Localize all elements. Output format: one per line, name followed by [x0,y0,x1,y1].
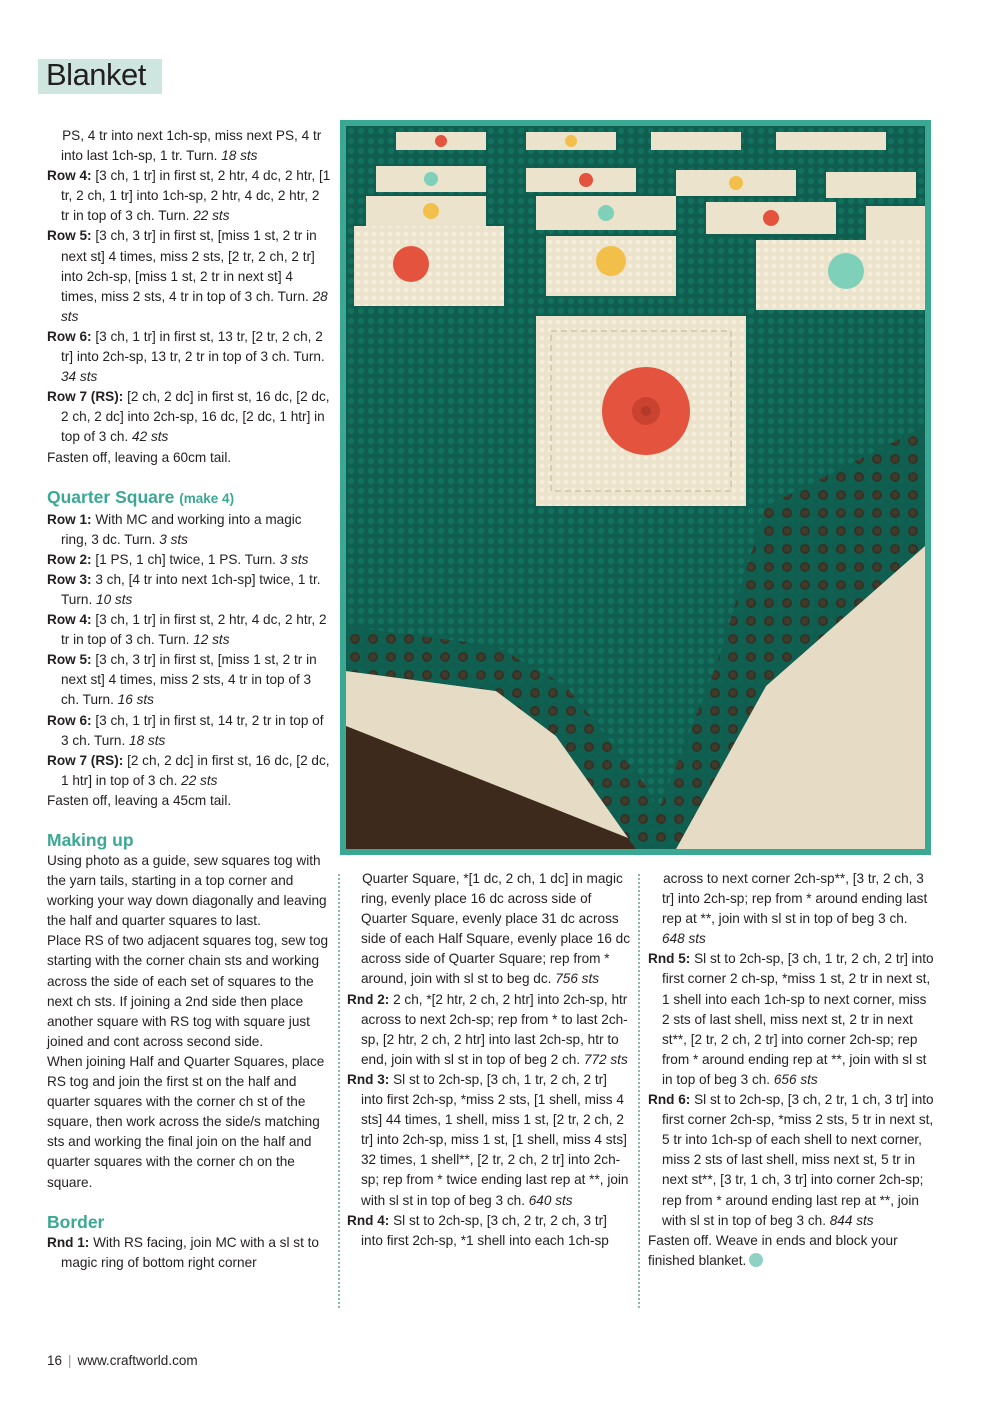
stitch-count: 772 sts [583,1051,628,1067]
rnd-label: Rnd 6: [648,1092,691,1108]
stitch-count: 10 sts [96,591,133,607]
fasten-off-2: Fasten off, leaving a 45cm tail. [47,792,232,808]
rnd-label: Rnd 3: [347,1071,390,1087]
rnd-label: Rnd 5: [648,951,691,967]
blanket-photo [340,120,931,855]
rnd-label: Rnd 2: [347,991,390,1007]
row-label: Row 2: [47,551,92,567]
stitch-count: 22 sts [181,772,218,788]
row-text: 3 ch, [4 tr into next 1ch-sp] twice, 1 tr. Turn. [61,571,321,607]
row-text: [3 ch, 1 tr] in first st, 2 htr, 4 dc, 2 htr, 2 tr in top of 3 ch. Turn. [61,612,327,648]
heading-text: Quarter Square [47,486,175,507]
q-row-1 [47,510,331,550]
q-row-2 [47,550,331,570]
border-rnd-2 [347,990,631,1070]
final-fasten-off [648,1231,934,1271]
row-label: Row 6: [47,328,92,344]
q-row-6 [47,711,331,751]
q-row-4 [47,610,331,650]
page-footer [47,1352,198,1370]
column-divider-2 [638,874,640,1308]
row-label: Row 5: [47,652,92,668]
border-rnd-1-continuation [347,869,631,990]
stitch-count: 28 sts [61,288,328,324]
fasten-off-1: Fasten off, leaving a 60cm tail. [47,449,232,465]
fasten-text: Fasten off. Weave in ends and block your finished blanket. [648,1232,898,1268]
making-up-heading: Making up [47,830,134,850]
column-1 [47,126,331,1273]
column-3 [648,869,934,1271]
rnd-text: With RS facing, join MC with a sl st to magic ring of bottom right corner [61,1234,319,1270]
rnd-text: Sl st to 2ch-sp, [3 ch, 2 tr, 1 ch, 3 tr] into first corner 2ch-sp, *miss 2 sts, 5 tr in next st, 5 tr into 1ch-sp of each shell to next corner, miss 2 sts of last shell, miss next st, 5 tr in next st**, [3 tr, 1 ch, 3 tr] into corner 2ch-sp; rep from * around ending last rep at **, join with sl st in top of beg 3 ch. [662,1092,934,1228]
rnd-label: Rnd 1: [47,1234,90,1250]
stitch-count: 3 sts [279,551,309,567]
row-4 [47,166,331,226]
column-2 [347,869,631,1251]
row-label: Row 1: [47,511,92,527]
rnd-text: Sl st to 2ch-sp, [3 ch, 1 tr, 2 ch, 2 tr] into first 2ch-sp, *miss 2 sts, [1 shell, miss 4 sts] 44 times, 1 shell, miss 1 st, [2 tr, 2 ch, 2 tr] into 2ch-sp, miss 1 st, [1 shell, miss 4 sts] 32 times, 1 shell**, [2 tr, 2 ch, 2 tr] into 2ch-sp; rep from * twice ending last rep at **, join with sl st in top of beg 3 ch. [361,1071,629,1208]
row-text: [2 ch, 2 dc] in first st, 16 dc, [2 dc, 2 ch, 2 dc] into 2ch-sp, 16 dc, [2 dc, 1 htr] in top of 3 ch. [61,389,330,445]
row-label: Row 7 (RS): [47,389,124,405]
page-title: Blanket [46,57,146,92]
row-text: [3 ch, 1 tr] in first st, 2 htr, 4 dc, 2 htr, [1 tr, 2 ch, 1 tr] into 1ch-sp, 2 htr, 4 dc, 2 htr, 2 tr in top of 3 ch. Turn. [61,168,331,224]
making-up-para-1: Using photo as a guide, sew squares tog with the yarn tails, starting in a top corner and working your way down diagonally and leaving the half and quarter squares to last. [47,853,327,929]
making-up-para-2: Place RS of two adjacent squares tog, sew tog starting with the corner chain sts and working across the side of each set of squares to the next ch sts. If joining a 2nd side then place another square with RS tog with square just joined and cont across second side. [47,933,329,1049]
row-text: [3 ch, 1 tr] in first st, 14 tr, 2 tr in top of 3 ch. Turn. [61,712,324,748]
stitch-count: 34 sts [61,369,98,385]
row-text: [2 ch, 2 dc] in first st, 16 dc, [2 dc, 1 htr] in top of 3 ch. [61,752,330,788]
border-rnd-6 [648,1090,934,1231]
rnd-label: Rnd 4: [347,1212,390,1228]
row-7 [47,387,331,447]
feature-square [536,316,746,506]
stitch-count: 18 sts [221,148,258,164]
stitch-count: 12 sts [193,632,230,648]
stitch-count: 844 sts [829,1212,874,1228]
row-label: Row 3: [47,571,92,587]
rnd-text: 2 ch, *[2 htr, 2 ch, 2 htr] into 2ch-sp, htr across to next 2ch-sp; rep from * to last 2ch-sp, [2 htr, 2 ch, 2 htr] into last 2ch-sp, htr to end, join with sl st in top of beg 2 ch. [361,991,628,1067]
stitch-count: 648 sts [662,931,706,947]
row-text: [3 ch, 3 tr] in first st, [miss 1 st, 2 tr in next st] 4 times, miss 2 sts, 4 tr in top of 3 ch. Turn. [61,652,317,708]
row-text: [1 PS, 1 ch] twice, 1 PS. Turn. [95,551,276,567]
quarter-square-heading [47,486,331,510]
rnd-text: Sl st to 2ch-sp, [3 ch, 1 tr, 2 ch, 2 tr] into first corner 2 ch-sp, *miss 1 st, 2 tr in next st, 1 shell into each 1ch-sp to next corner, miss 2 sts of last shell, miss next st, 2 tr in next st**, [2 tr, 2 ch, 2 tr] into corner 2ch-sp; rep from * around ending rep at **, join with sl st in top of beg 3 ch. [662,951,934,1087]
stitch-count: 22 sts [193,208,230,224]
stitch-count: 42 sts [132,429,169,445]
stitch-count: 640 sts [528,1192,573,1208]
row3-continuation [47,126,331,166]
row-5 [47,226,331,326]
row-label: Row 4: [47,168,92,184]
footer-url[interactable]: www.craftworld.com [77,1353,198,1368]
q-row-3 [47,570,331,610]
footer-separator: | [68,1353,72,1368]
q-row-5 [47,650,331,710]
row-label: Row 7 (RS): [47,752,124,768]
row-text: With MC and working into a magic ring, 3 dc. Turn. [61,511,302,547]
rnd-text: Quarter Square, *[1 dc, 2 ch, 1 dc] in magic ring, evenly place 16 dc across side of Quarter Square, evenly place 31 dc across side of each Half Square, evenly place 16 dc across side of Quarter Square; rep from * around, join with sl st to beg dc. [361,871,631,987]
stitch-count: 18 sts [129,732,166,748]
stitch-count: 656 sts [773,1071,818,1087]
border-heading: Border [47,1211,105,1232]
row-text: [3 ch, 3 tr] in first st, [miss 1 st, 2 tr in next st] 4 times, miss 2 sts, [2 tr, 2 ch, 2 tr] into 2ch-sp, [miss 1 st, 2 tr in next st] 4 times, miss 2 sts, 4 tr in top of 3 ch. Turn. [61,228,317,304]
row-text: [3 ch, 1 tr] in first st, 13 tr, [2 tr, 2 ch, 2 tr] into 2ch-sp, 13 tr, 2 tr in top of 3 ch. Turn. [61,328,325,365]
row-label: Row 6: [47,712,92,728]
q-row-7 [47,751,331,791]
row-label: Row 4: [47,612,92,628]
border-rnd-3 [347,1070,631,1211]
make-count: (make 4) [179,490,235,506]
row-label: Row 5: [47,228,92,244]
yarn-ball-icon [749,1253,763,1267]
column-divider-1 [338,874,340,1308]
stitch-count: 756 sts [555,971,600,987]
border-rnd-4 [347,1211,631,1251]
rnd-text: Sl st to 2ch-sp, [3 ch, 2 tr, 2 ch, 3 tr] into first 2ch-sp, *1 shell into each 1ch-sp [361,1212,609,1248]
border-rnd-5 [648,949,934,1090]
border-rnd-4-continuation [648,869,934,949]
rnd-text: across to next corner 2ch-sp**, [3 tr, 2 ch, 3 tr] into 2ch-sp; rep from * around ending last rep at **, join with sl st in top of beg 3 ch. [662,871,928,927]
stitch-count: 16 sts [117,692,154,708]
stitch-count: 3 sts [159,531,188,547]
row3-text: PS, 4 tr into next 1ch-sp, miss next PS, 4 tr into last 1ch-sp, 1 tr. Turn. [61,128,322,164]
row-6 [47,327,331,387]
page-number: 16 [47,1353,63,1368]
border-rnd-1 [47,1233,331,1273]
making-up-para-3: When joining Half and Quarter Squares, place RS tog and join the first st on the half and quarter squares with the corner ch st of the square, then work across the side/s matching sts and working the final join on the half and quarter squares with the corner ch on the square. [47,1053,325,1190]
blanket-illustration [346,126,925,849]
